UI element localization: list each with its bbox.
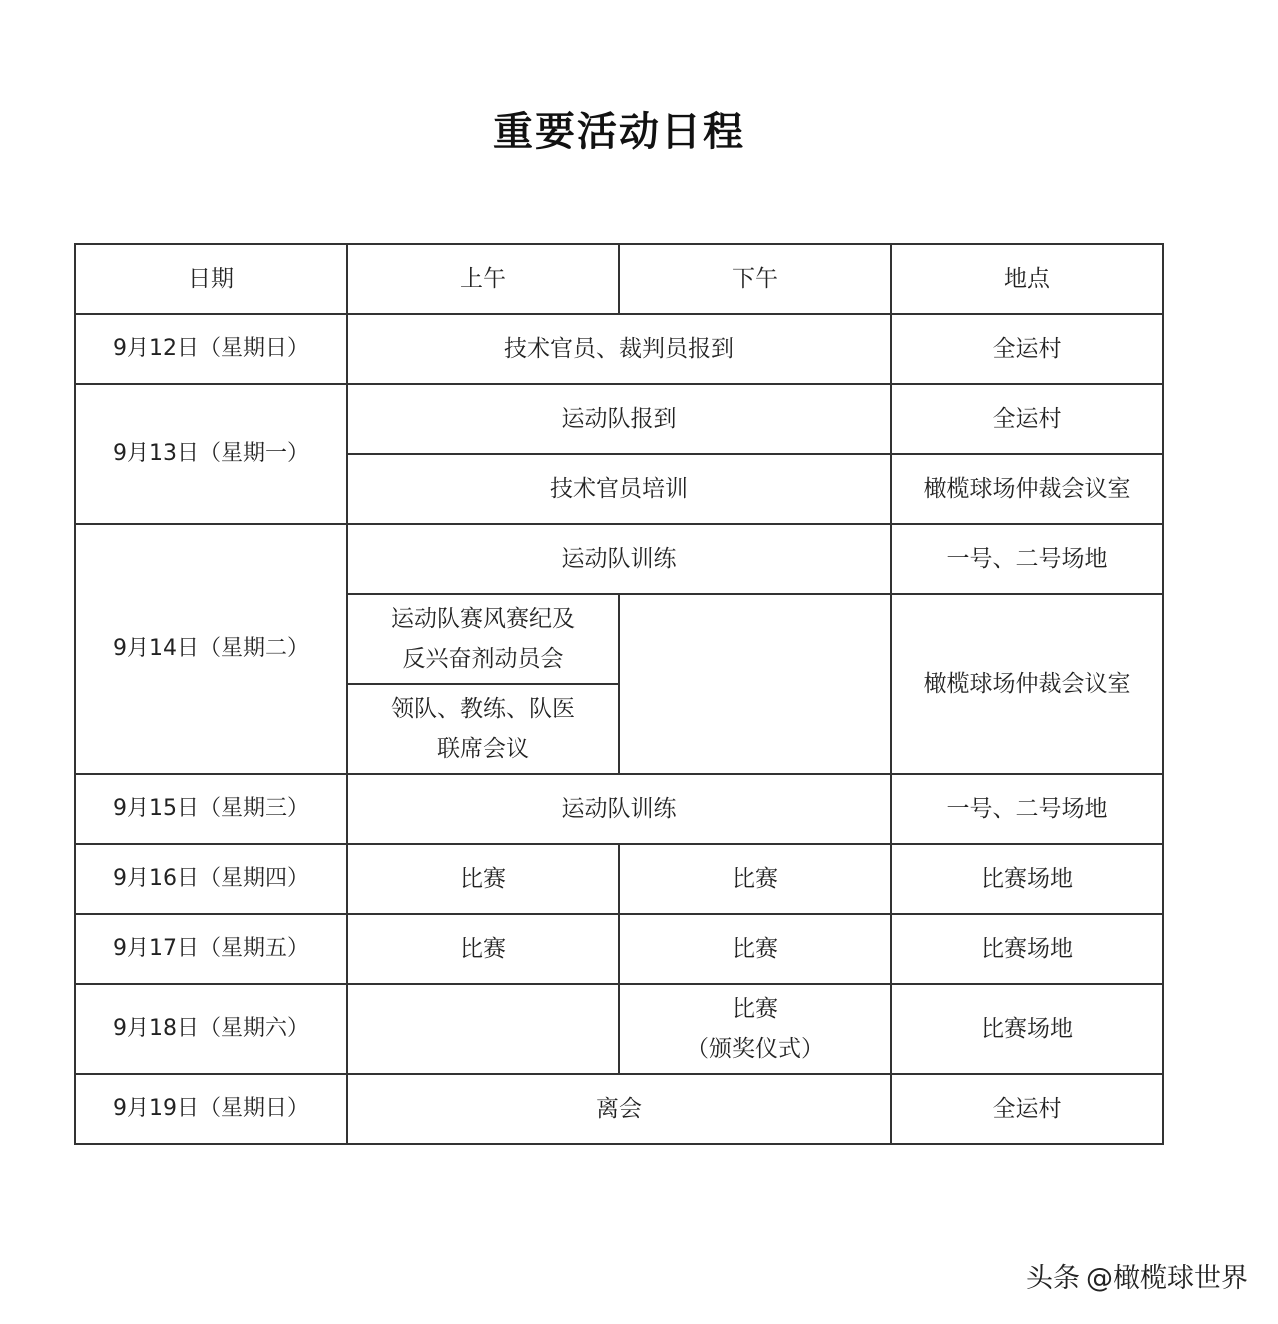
am-activity-line: 联席会议 — [437, 736, 529, 762]
place-cell: 全运村 — [891, 314, 1163, 384]
table-row — [75, 914, 1163, 984]
schedule-table — [74, 243, 1164, 1145]
table-row — [75, 524, 1163, 594]
date-cell: 9月13日（星期一） — [75, 384, 347, 524]
am-activity-line: 运动队赛风赛纪及 — [391, 606, 575, 632]
activity-cell: 离会 — [347, 1074, 891, 1144]
table-row — [75, 314, 1163, 384]
am-empty-cell — [347, 984, 619, 1074]
activity-cell: 运动队报到 — [347, 384, 891, 454]
header-pm: 下午 — [619, 244, 891, 314]
table-row — [75, 1074, 1163, 1144]
date-cell: 9月12日（星期日） — [75, 314, 347, 384]
date-cell: 9月18日（星期六） — [75, 984, 347, 1074]
header-place: 地点 — [891, 244, 1163, 314]
date-cell: 9月17日（星期五） — [75, 914, 347, 984]
pm-activity-cell: 比赛 — [619, 914, 891, 984]
table-row — [75, 384, 1163, 454]
am-activity-cell — [347, 594, 619, 684]
place-cell: 一号、二号场地 — [891, 774, 1163, 844]
date-cell: 9月14日（星期二） — [75, 524, 347, 774]
pm-activity-cell: 比赛 — [619, 844, 891, 914]
am-activity-line: 反兴奋剂动员会 — [402, 646, 564, 672]
date-cell: 9月16日（星期四） — [75, 844, 347, 914]
page-title: 重要活动日程 — [493, 109, 745, 155]
place-cell: 橄榄球场仲裁会议室 — [891, 594, 1163, 774]
am-activity-cell: 比赛 — [347, 844, 619, 914]
pm-activity-line: （颁奖仪式） — [686, 1036, 824, 1062]
place-cell: 全运村 — [891, 1074, 1163, 1144]
pm-activity-cell — [619, 984, 891, 1074]
activity-cell: 运动队训练 — [347, 524, 891, 594]
watermark-platform: 头条 — [1026, 1263, 1080, 1294]
place-cell: 一号、二号场地 — [891, 524, 1163, 594]
place-cell: 橄榄球场仲裁会议室 — [891, 454, 1163, 524]
am-activity-cell — [347, 684, 619, 774]
pm-activity-line: 比赛 — [732, 996, 778, 1022]
place-cell: 全运村 — [891, 384, 1163, 454]
activity-cell: 运动队训练 — [347, 774, 891, 844]
header-am: 上午 — [347, 244, 619, 314]
place-cell: 比赛场地 — [891, 984, 1163, 1074]
am-activity-line: 领队、教练、队医 — [391, 696, 575, 722]
pm-empty-cell — [619, 594, 891, 774]
activity-cell: 技术官员、裁判员报到 — [347, 314, 891, 384]
watermark — [1026, 1256, 1248, 1295]
table-header-row — [75, 244, 1163, 314]
date-cell: 9月15日（星期三） — [75, 774, 347, 844]
place-cell: 比赛场地 — [891, 914, 1163, 984]
date-cell: 9月19日（星期日） — [75, 1074, 347, 1144]
table-row — [75, 844, 1163, 914]
watermark-handle: @橄榄球世界 — [1086, 1263, 1248, 1294]
place-cell: 比赛场地 — [891, 844, 1163, 914]
table-row — [75, 984, 1163, 1074]
am-activity-cell: 比赛 — [347, 914, 619, 984]
table-row — [75, 774, 1163, 844]
header-date: 日期 — [75, 244, 347, 314]
activity-cell: 技术官员培训 — [347, 454, 891, 524]
